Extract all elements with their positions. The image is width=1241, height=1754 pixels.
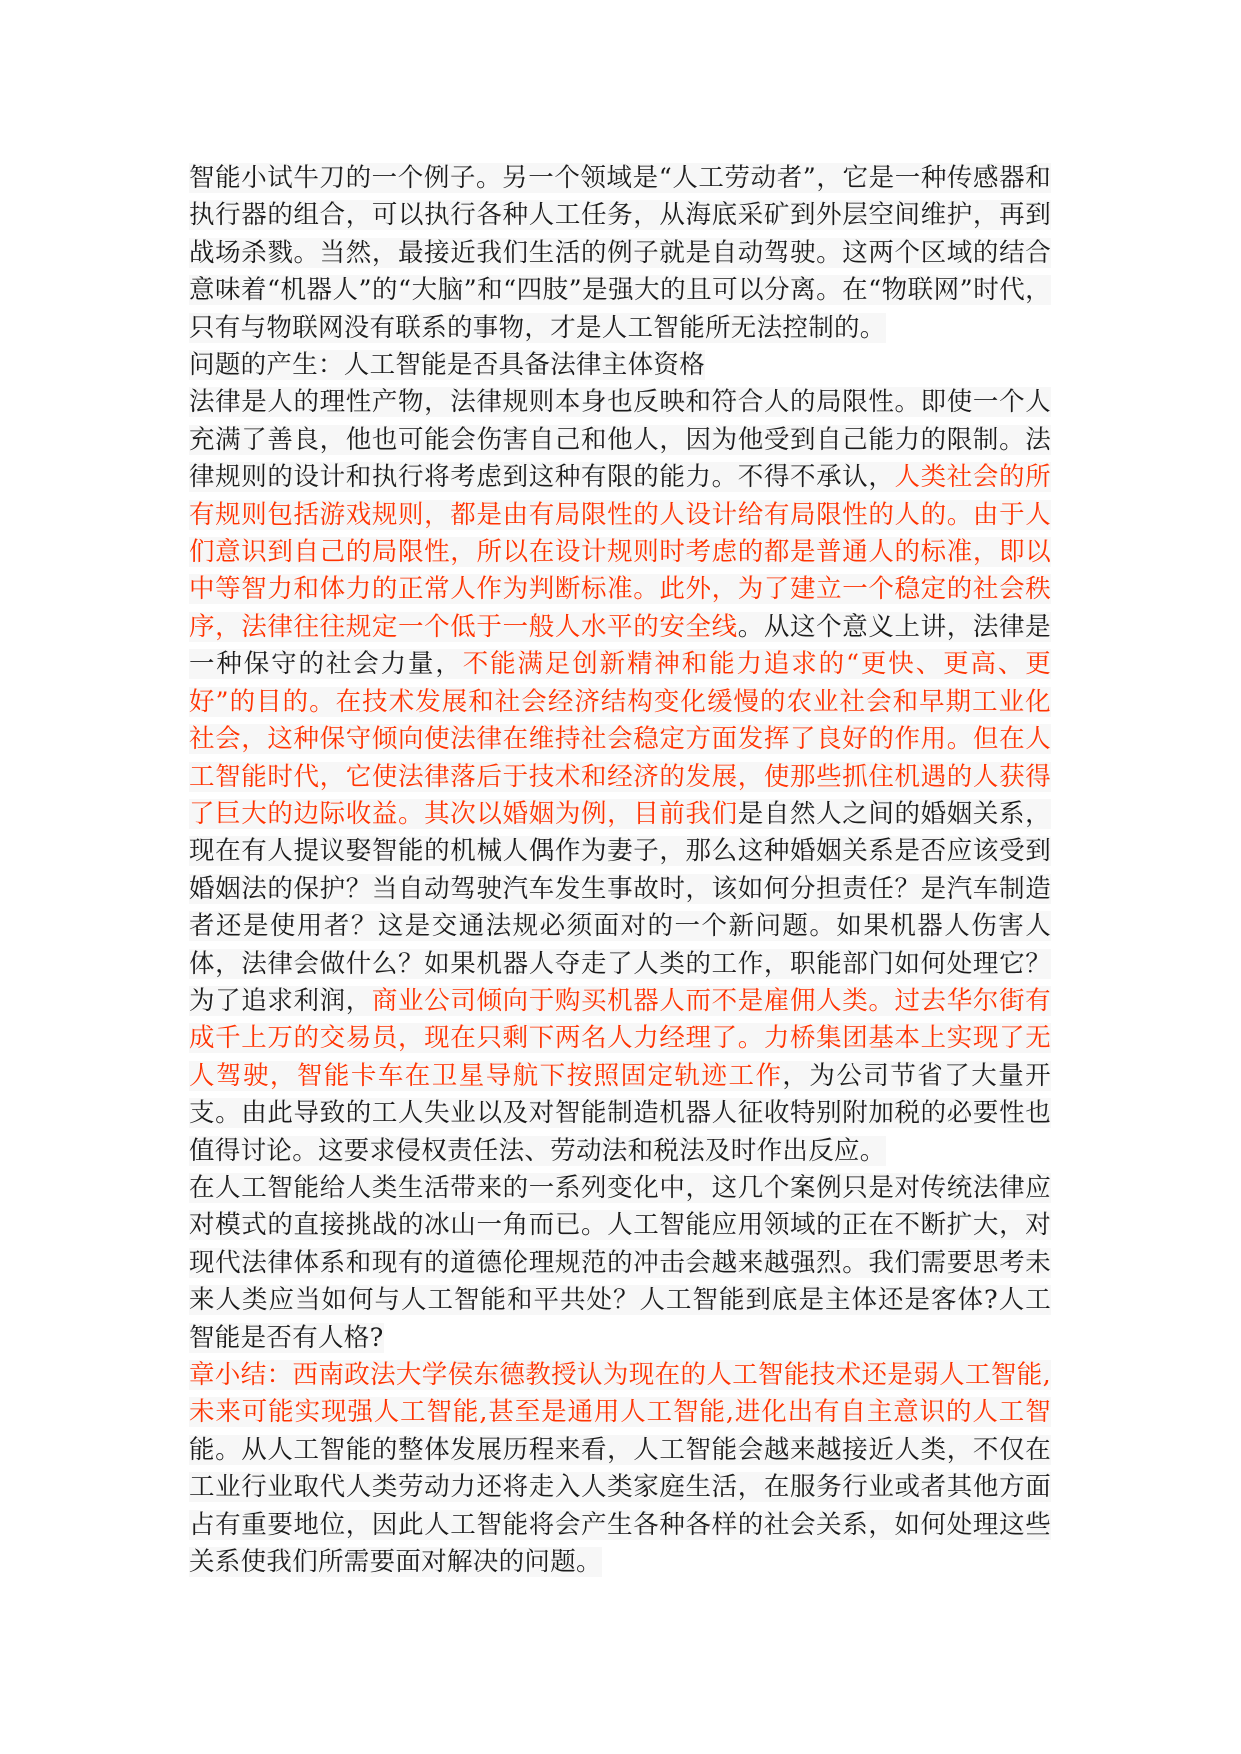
text-segment: 法律是人的理性产物，法律规则本身也反映和符合人的局限性。即使一个人充满了善良，他也可能会伤害自己和他人，因为他受到自己能力的限制。法律规则的设计和执行将考虑到这种有限的能力。不得不承认， [189,387,1051,493]
section-heading [189,347,1051,384]
document-body [189,160,1051,1581]
text-segment: 智能小试牛刀的一个例子。另一个领域是“人工劳动者”，它是一种传感器和执行器的组合，可以执行各种人工任务，从海底采矿到外层空间维护，再到战场杀戮。当然，最接近我们生活的例子就是自动驾驶。这两个区域的结合意味着“机器人”的“大脑”和“四肢”是强大的且可以分离。在“物联网”时代，只有与物联网没有联系的事物，才是人工智能所无法控制的。 [189,163,1051,343]
paragraph-challenges [189,1170,1051,1357]
highlighted-text-segment: 章小结：西南政法大学侯东德教授认为现在的人工智能技术还是弱人工智能,未来可能实现强人工智能,甚至是通用人工智能,进化出有自主意识的人工智 [189,1360,1051,1428]
text-segment: 在人工智能给人类生活带来的一系列变化中，这几个案例只是对传统法律应对模式的直接挑战的冰山一角而已。人工智能应用领域的正在不断扩大，对现代法律体系和现有的道德伦理规范的冲击会越来越强烈。我们需要思考未来人类应当如何与人工智能和平共处？人工智能到底是主体还是客体?人工智能是否有人格? [189,1172,1051,1353]
highlighted-text-segment: 人类社会的所有规则包括游戏规则，都是由有局限性的人设计给有局限性的人的。由于人们意识到自己的局限性，所以在设计规则时考虑的都是普通人的标准，即以中等智力和体力的正常人作为判断标准。此外，为了建立一个稳定的社会秩序，法律往往规定一个低于一般人水平的安全线 [189,462,1051,642]
paragraph-law [189,384,1051,1170]
text-segment: ，为公司节省了大量开支。由此导致的工人失业以及对智能制造机器人征收特别附加税的必要性也值得讨论。这要求侵权责任法、劳动法和税法及时作出反应。 [189,1060,1051,1166]
paragraph-intro [189,160,1051,347]
text-segment: 能。从人工智能的整体发展历程来看，人工智能会越来越接近人类，不仅在工业行业取代人类劳动力还将走入人类家庭生活，在服务行业或者其他方面占有重要地位，因此人工智能将会产生各种各样的社会关系，如何处理这些关系使我们所需要面对解决的问题。 [189,1434,1051,1578]
heading-text: 问题的产生：人工智能是否具备法律主体资格 [189,350,706,381]
paragraph-summary [189,1357,1051,1581]
highlighted-text-segment: 商业公司倾向于购买机器人而不是雇佣人类。过去华尔街有成千上万的交易员，现在只剩下两名人力经理了。力桥集团基本上实现了无人驾驶，智能卡车在卫星导航下按照固定轨迹工作 [189,985,1051,1091]
text-segment: 。从这个意义上讲，法律是一种保守的社会力量， [189,611,1051,680]
highlighted-text-segment: 不能满足创新精神和能力追求的“更快、更高、更好”的目的。在技术发展和社会经济结构变化缓慢的农业社会和早期工业化社会，这种保守倾向使法律在维持社会稳定方面发挥了良好的作用。但在人工智能时代，它使法律落后于技术和经济的发展，使那些抓住机遇的人获得了巨大的边际收益。其次以婚姻为例，目前我们 [189,649,1051,829]
text-segment: 是自然人之间的婚姻关系，现在有人提议娶智能的机械人偶作为妻子，那么这种婚姻关系是否应该受到婚姻法的保护？当自动驾驶汽车发生事故时，该如何分担责任？是汽车制造者还是使用者？这是交通法规必须面对的一个新问题。如果机器人伤害人体，法律会做什么？如果机器人夺走了人类的工作，职能部门如何处理它？为了追求利润， [189,798,1051,1016]
